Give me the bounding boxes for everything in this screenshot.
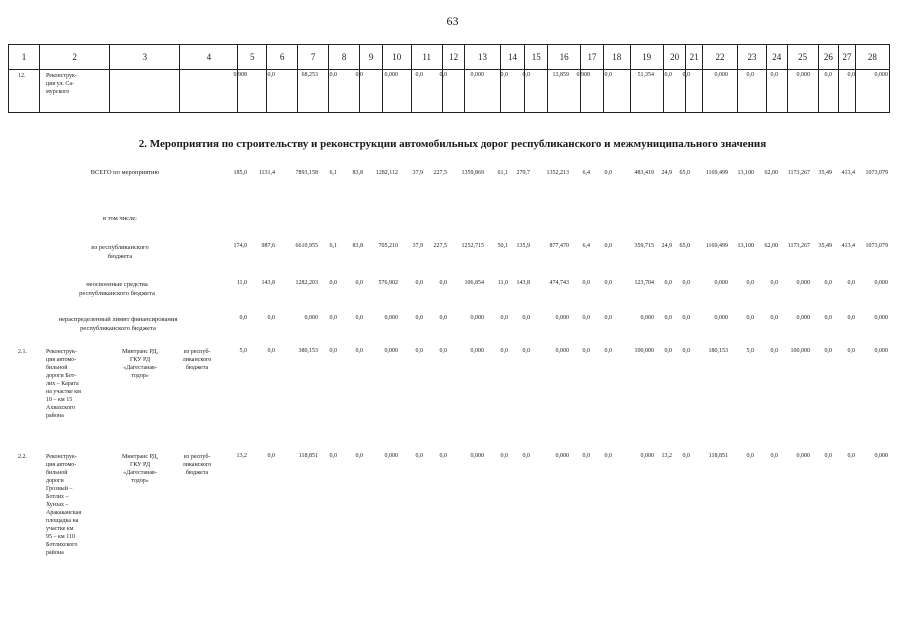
unspent-value-col-25: 0,000 [796,280,810,286]
column-header: 2 [39,45,109,70]
row-12-value-col-11: 0,0 [415,72,423,78]
row-2-1-value-col-18: 0,0 [604,348,612,354]
row-12-value-col-12: 0,0 [439,72,447,78]
unallocated-value-col-26: 0,0 [824,315,832,321]
column-header: 4 [180,45,238,70]
row-12-value-col-18: 0,0 [604,72,612,78]
totals-value-col-23: 13,100 [737,170,754,176]
unallocated-value-col-24: 0,0 [770,315,778,321]
totals-label: ВСЕГО по мероприятию [90,169,160,176]
totals-value-col-21: 65,0 [679,170,690,176]
row-2-1-number: 2.1. [18,349,27,355]
row-2-1-value-col-19: 100,000 [634,348,654,354]
including-label: в том числе: [103,215,137,222]
unallocated-value-col-22: 0,000 [714,315,728,321]
row-2-2-value-col-19: 0,000 [640,453,654,459]
row-12-value-col-28: 0,000 [874,72,888,78]
column-header: 14 [500,45,525,70]
from-budget-value-col-24: 62,00 [764,243,778,249]
from-budget-value-col-5: 174,0 [233,243,247,249]
row-2-1-executor: Минтранс РД, ГКУ РД «Дагестанав- тодор» [122,349,158,379]
unallocated-value-col-8: 0,0 [329,315,337,321]
row-2-2-value-col-16: 0,000 [555,453,569,459]
totals-value-col-6: 1131,4 [258,170,275,176]
row-12-value-col-17: 0,908 [576,72,590,78]
totals-value-col-24: 62,00 [764,170,778,176]
row-2-1-source: из респуб- ликанского бюджета [182,349,212,371]
from-budget-value-col-28: 1073,079 [865,243,888,249]
row-2-2-value-col-12: 0,0 [439,453,447,459]
unspent-value-col-10: 576,902 [378,280,398,286]
unspent-value-col-28: 0,000 [874,280,888,286]
row-2-1-value-col-16: 0,000 [555,348,569,354]
unspent-value-col-12: 0,0 [439,280,447,286]
row-2-1-value-col-28: 0,000 [874,348,888,354]
unallocated-value-col-11: 0,0 [415,315,423,321]
unspent-value-col-22: 0,000 [714,280,728,286]
row-12-value-col-24: 0,0 [770,72,778,78]
unspent-value-col-11: 0,0 [415,280,423,286]
row-2-1-value-col-11: 0,0 [415,348,423,354]
column-header: 27 [839,45,856,70]
unallocated-value-col-6: 0,0 [267,315,275,321]
totals-value-col-16: 1352,213 [546,170,569,176]
from-budget-value-col-20: 24,9 [661,243,672,249]
unallocated-value-col-17: 0,0 [582,315,590,321]
header-row [9,45,890,70]
from-budget-value-col-19: 359,715 [634,243,654,249]
totals-value-col-14: 61,1 [497,170,508,176]
column-header: 18 [603,45,630,70]
unallocated-value-col-20: 0,0 [664,315,672,321]
totals-value-col-28: 1073,079 [865,170,888,176]
column-header: 5 [238,45,267,70]
from-budget-value-col-7: 6610,955 [295,243,318,249]
unspent-value-col-18: 0,0 [604,280,612,286]
column-header: 19 [630,45,663,70]
unspent-value-col-13: 106,854 [464,280,484,286]
column-header: 20 [663,45,686,70]
column-header: 26 [818,45,839,70]
row-2-2-value-col-9: 0,0 [355,453,363,459]
row-2-2-value-col-10: 0,000 [384,453,398,459]
column-header: 23 [738,45,767,70]
row-2-1-value-col-8: 0,0 [329,348,337,354]
unallocated-value-col-25: 0,000 [796,315,810,321]
from-budget-value-col-17: 6,4 [582,243,590,249]
unspent-value-col-23: 0,0 [746,280,754,286]
totals-value-col-19: 483,419 [634,170,654,176]
row-2-1-value-col-13: 0,000 [470,348,484,354]
row-2-2-value-col-15: 0,0 [522,453,530,459]
row-2-1-value-col-14: 0,0 [500,348,508,354]
row-12-value-col-10: 0,000 [384,72,398,78]
from-budget-value-col-10: 705,210 [378,243,398,249]
from-budget-value-col-26: 35,49 [818,243,832,249]
unallocated-value-col-5: 0,0 [239,315,247,321]
totals-value-col-5: 185,0 [233,170,247,176]
section-title: 2. Мероприятия по строительству и реконструкции автомобильных дорог республиканского и межмуниципального значения [138,138,767,150]
row-2-2-value-col-13: 0,000 [470,453,484,459]
row-2-2-value-col-6: 0,0 [267,453,275,459]
totals-value-col-17: 6,4 [582,170,590,176]
column-header: 11 [411,45,442,70]
row-2-2-value-col-21: 0,0 [682,453,690,459]
unallocated-value-col-19: 0,000 [640,315,654,321]
row-2-2-value-col-28: 0,000 [874,453,888,459]
totals-value-col-27: 413,4 [841,170,855,176]
unspent-value-col-6: 143,8 [261,280,275,286]
unspent-value-col-27: 0,0 [847,280,855,286]
column-header: 6 [267,45,298,70]
row-12-value-col-7: 68,253 [301,72,318,78]
totals-value-col-26: 35,49 [818,170,832,176]
unallocated-value-col-12: 0,0 [439,315,447,321]
from-budget-value-col-11: 37,9 [412,243,423,249]
from-budget-value-col-23: 13,100 [737,243,754,249]
from-budget-value-col-9: 83,8 [352,243,363,249]
row-12-value-col-19: 51,354 [637,72,654,78]
row-12-name: Реконструк- ция ул. Са- мурского [46,73,77,95]
row-2-2-value-col-25: 0,000 [796,453,810,459]
row-2-1-value-col-5: 5,0 [239,348,247,354]
row-12-value-col-15: 0,0 [522,72,530,78]
unallocated-value-col-14: 0,0 [500,315,508,321]
row-2-1-value-col-22: 180,153 [708,348,728,354]
from-budget-value-col-15: 135,9 [516,243,530,249]
totals-value-col-13: 1359,869 [461,170,484,176]
column-header: 13 [465,45,500,70]
row-2-1-value-col-6: 0,0 [267,348,275,354]
column-header: 21 [686,45,703,70]
row-2-1-value-col-26: 0,0 [824,348,832,354]
column-header: 7 [298,45,329,70]
row-2-2-value-col-17: 0,0 [582,453,590,459]
unspent-value-col-21: 0,0 [682,280,690,286]
row-2-2-value-col-8: 0,0 [329,453,337,459]
row-2-2-value-col-27: 0,0 [847,453,855,459]
row-2-2-value-col-22: 118,851 [708,453,728,459]
unallocated-value-col-7: 0,000 [304,315,318,321]
column-header: 10 [382,45,411,70]
from-budget-label: из республиканского бюджета [91,244,149,260]
row-2-1-value-col-15: 0,0 [522,348,530,354]
row-12-number: 12. [18,73,26,79]
unallocated-value-col-16: 0,000 [555,315,569,321]
totals-value-col-15: 279,7 [516,170,530,176]
unallocated-label: нераспределенный лимит финансирования республиканского бюджета [58,316,178,332]
from-budget-value-col-25: 1173,267 [787,243,810,249]
row-12-value-col-9: 0,0 [355,72,363,78]
page-number: 63 [446,14,459,28]
from-budget-value-col-16: 877,470 [549,243,569,249]
unspent-value-col-20: 0,0 [664,280,672,286]
unspent-value-col-9: 0,0 [355,280,363,286]
row-2-1-value-col-24: 0,0 [770,348,778,354]
row-2-2-value-col-23: 0,0 [746,453,754,459]
unspent-value-col-26: 0,0 [824,280,832,286]
column-header: 24 [766,45,787,70]
from-budget-value-col-12: 227,5 [433,243,447,249]
unallocated-value-col-18: 0,0 [604,315,612,321]
from-budget-value-col-18: 0,0 [604,243,612,249]
row-2-1-value-col-12: 0,0 [439,348,447,354]
totals-value-col-9: 83,8 [352,170,363,176]
column-header: 9 [360,45,383,70]
column-header: 12 [442,45,465,70]
from-budget-value-col-8: 6,1 [329,243,337,249]
row-2-1-value-col-17: 0,0 [582,348,590,354]
from-budget-value-col-6: 987,6 [261,243,275,249]
row-2-2-value-col-20: 13,2 [661,453,672,459]
from-budget-value-col-14: 50,1 [497,243,508,249]
row-12-value-col-27: 0,0 [847,72,855,78]
row-2-2-value-col-14: 0,0 [500,453,508,459]
unallocated-value-col-23: 0,0 [746,315,754,321]
row-12-value-col-16: 13,859 [552,72,569,78]
row-12-value-col-20: 0,0 [664,72,672,78]
unallocated-value-col-9: 0,0 [355,315,363,321]
totals-value-col-18: 0,0 [604,170,612,176]
unspent-value-col-16: 474,743 [549,280,569,286]
unspent-value-col-17: 0,0 [582,280,590,286]
totals-value-col-7: 7893,158 [295,170,318,176]
row-2-2-executor: Минтранс РД, ГКУ РД «Дагестанав- тодор» [122,454,158,484]
row-2-2-value-col-24: 0,0 [770,453,778,459]
row-12-value-col-26: 0,0 [824,72,832,78]
row-2-2-value-col-5: 13,2 [236,453,247,459]
row-2-1-name: Реконструк- ция автомо- бильной дороги Бот- лих – Карата на участке км 10 – км 15 Ахвахского района [46,349,81,419]
row-12-value-col-23: 0,0 [746,72,754,78]
column-header: 28 [855,45,889,70]
row-2-1-value-col-9: 0,0 [355,348,363,354]
totals-value-col-22: 1169,499 [705,170,728,176]
unallocated-value-col-13: 0,000 [470,315,484,321]
budget-table [8,44,890,113]
row-12-value-col-13: 0,000 [470,72,484,78]
column-header: 25 [787,45,818,70]
unallocated-value-col-27: 0,0 [847,315,855,321]
row-2-2-number: 2.2. [18,454,27,460]
row-2-1-value-col-7: 380,153 [298,348,318,354]
column-header: 15 [525,45,548,70]
from-budget-value-col-22: 1169,499 [705,243,728,249]
column-header: 3 [110,45,180,70]
unallocated-value-col-28: 0,000 [874,315,888,321]
from-budget-value-col-21: 65,0 [679,243,690,249]
row-2-2-source: из респуб- ликанского бюджета [182,454,212,476]
unspent-value-col-15: 143,8 [516,280,530,286]
totals-value-col-11: 37,9 [412,170,423,176]
column-header: 16 [548,45,581,70]
row-2-2-value-col-11: 0,0 [415,453,423,459]
unspent-value-col-24: 0,0 [770,280,778,286]
unallocated-value-col-15: 0,0 [522,315,530,321]
row-12-value-col-14: 0,0 [500,72,508,78]
row-2-1-value-col-27: 0,0 [847,348,855,354]
totals-value-col-10: 1282,112 [375,170,398,176]
unspent-value-col-7: 1282,203 [295,280,318,286]
row-2-2-value-col-7: 118,851 [298,453,318,459]
column-header: 22 [702,45,737,70]
row-2-1-value-col-20: 0,0 [664,348,672,354]
totals-value-col-12: 227,5 [433,170,447,176]
unspent-value-col-14: 11,0 [497,280,508,286]
row-12-value-col-22: 0,000 [714,72,728,78]
totals-value-col-25: 1173,267 [787,170,810,176]
unallocated-value-col-21: 0,0 [682,315,690,321]
row-12-value-col-21: 0,0 [682,72,690,78]
row-12-value-col-8: 0,0 [329,72,337,78]
row-2-1-value-col-10: 0,000 [384,348,398,354]
row-12-value-col-25: 0,000 [796,72,810,78]
column-header: 8 [329,45,360,70]
row-2-1-value-col-23: 5,0 [746,348,754,354]
unspent-value-col-5: 11,0 [236,280,247,286]
unspent-value-col-19: 123,704 [634,280,654,286]
row-2-1-value-col-21: 0,0 [682,348,690,354]
unspent-value-col-8: 0,0 [329,280,337,286]
totals-value-col-8: 6,1 [329,170,337,176]
from-budget-value-col-13: 1252,715 [461,243,484,249]
unallocated-value-col-10: 0,000 [384,315,398,321]
totals-value-col-20: 24,9 [661,170,672,176]
column-header: 17 [581,45,604,70]
row-2-2-value-col-18: 0,0 [604,453,612,459]
row-2-2-name: Реконструк- ция автомо- бильной дороги Грозный – Ботлих – Хунзах – Аракаканская площадка на участке км 95 – км 110 Ботлихского района [46,454,82,556]
row-12-value-col-5: 0,908 [233,72,247,78]
unspent-label: неосвоенные средства республиканского бюджета [79,281,155,297]
row-2-2-value-col-26: 0,0 [824,453,832,459]
column-header: 1 [9,45,40,70]
row-12-value-col-6: 0,0 [267,72,275,78]
from-budget-value-col-27: 413,4 [841,243,855,249]
row-2-1-value-col-25: 100,000 [790,348,810,354]
